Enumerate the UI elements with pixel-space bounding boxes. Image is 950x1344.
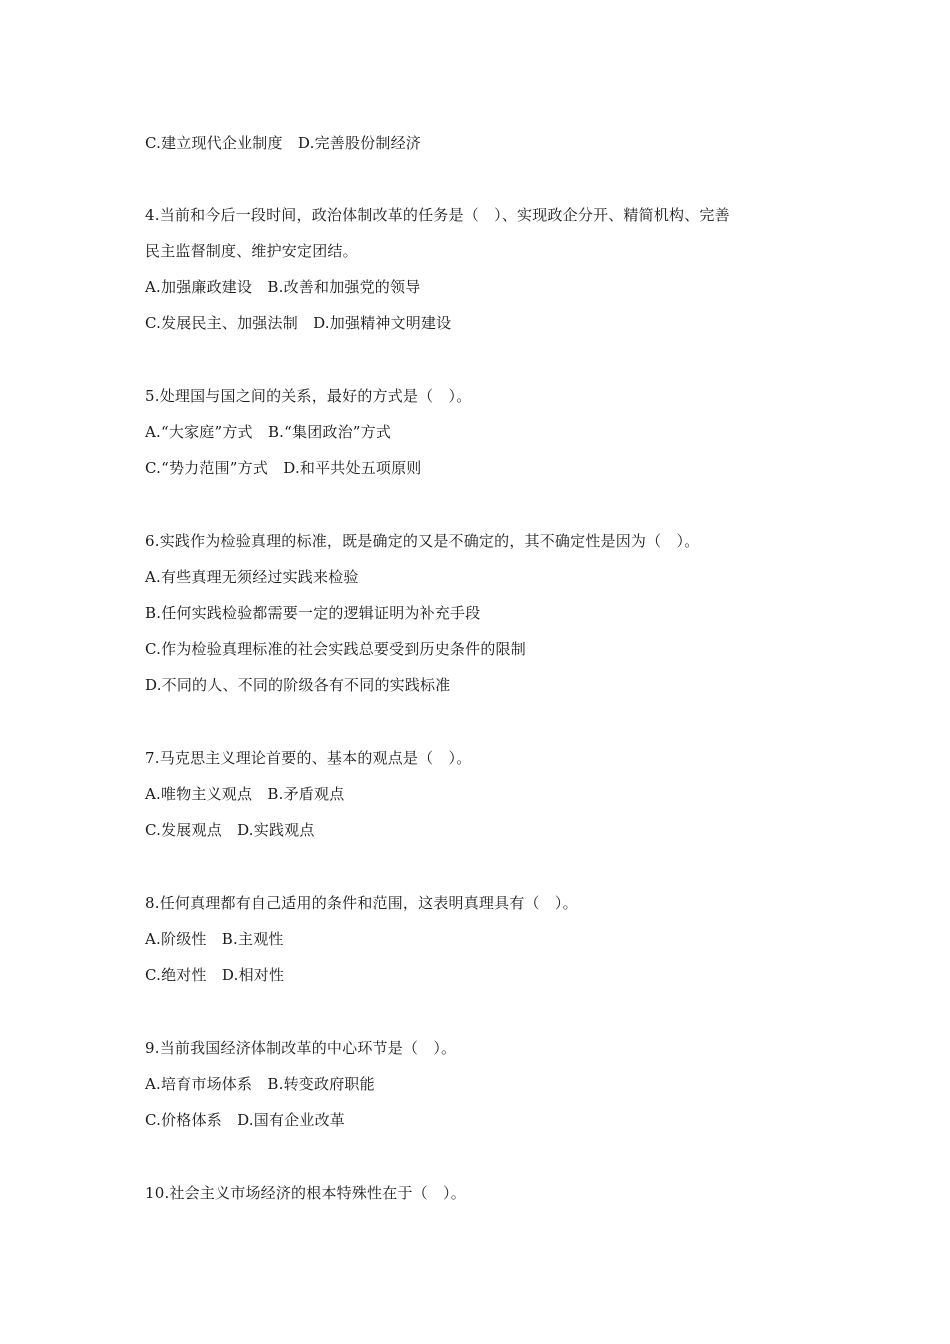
q6-option-c: C.作为检验真理标准的社会实践总要受到历史条件的限制 (145, 640, 526, 658)
q6-option-b: B.任何实践检验都需要一定的逻辑证明为补充手段 (145, 604, 481, 622)
q9-options-cd: C.价格体系 D.国有企业改革 (145, 1111, 345, 1129)
q4-options-ab: A.加强廉政建设 B.改善和加强党的领导 (145, 278, 421, 296)
q10-stem: 10.社会主义市场经济的根本特殊性在于（ ）。 (145, 1184, 466, 1202)
q8-options-ab: A.阶级性 B.主观性 (145, 930, 284, 948)
q5-options-ab: A.“大家庭”方式 B.“集团政治”方式 (145, 423, 392, 441)
q7-options-cd: C.发展观点 D.实践观点 (145, 821, 315, 839)
q8-options-cd: C.绝对性 D.相对性 (145, 966, 285, 984)
q5-options-cd: C.“势力范围”方式 D.和平共处五项原则 (145, 459, 422, 477)
q9-options-ab: A.培育市场体系 B.转变政府职能 (145, 1075, 375, 1093)
q4-stem-line2: 民主监督制度、维护安定团结。 (145, 242, 358, 260)
q4-stem-line1: 4.当前和今后一段时间，政治体制改革的任务是（ ）、实现政企分开、精简机构、完善 (145, 206, 730, 224)
q3-options-cd: C.建立现代企业制度 D.完善股份制经济 (145, 134, 421, 152)
q5-stem: 5.处理国与国之间的关系，最好的方式是（ ）。 (145, 387, 472, 405)
q9-stem: 9.当前我国经济体制改革的中心环节是（ ）。 (145, 1039, 457, 1057)
q7-options-ab: A.唯物主义观点 B.矛盾观点 (145, 785, 345, 803)
q8-stem: 8.任何真理都有自己适用的条件和范围，这表明真理具有（ ）。 (145, 894, 578, 912)
q4-options-cd: C.发展民主、加强法制 D.加强精神文明建设 (145, 314, 452, 332)
q6-stem: 6.实践作为检验真理的标准，既是确定的又是不确定的，其不确定性是因为（ ）。 (145, 532, 700, 550)
q7-stem: 7.马克思主义理论首要的、基本的观点是（ ）。 (145, 749, 472, 767)
q6-option-a: A.有些真理无须经过实践来检验 (145, 568, 359, 586)
q6-option-d: D.不同的人、不同的阶级各有不同的实践标准 (145, 676, 451, 694)
